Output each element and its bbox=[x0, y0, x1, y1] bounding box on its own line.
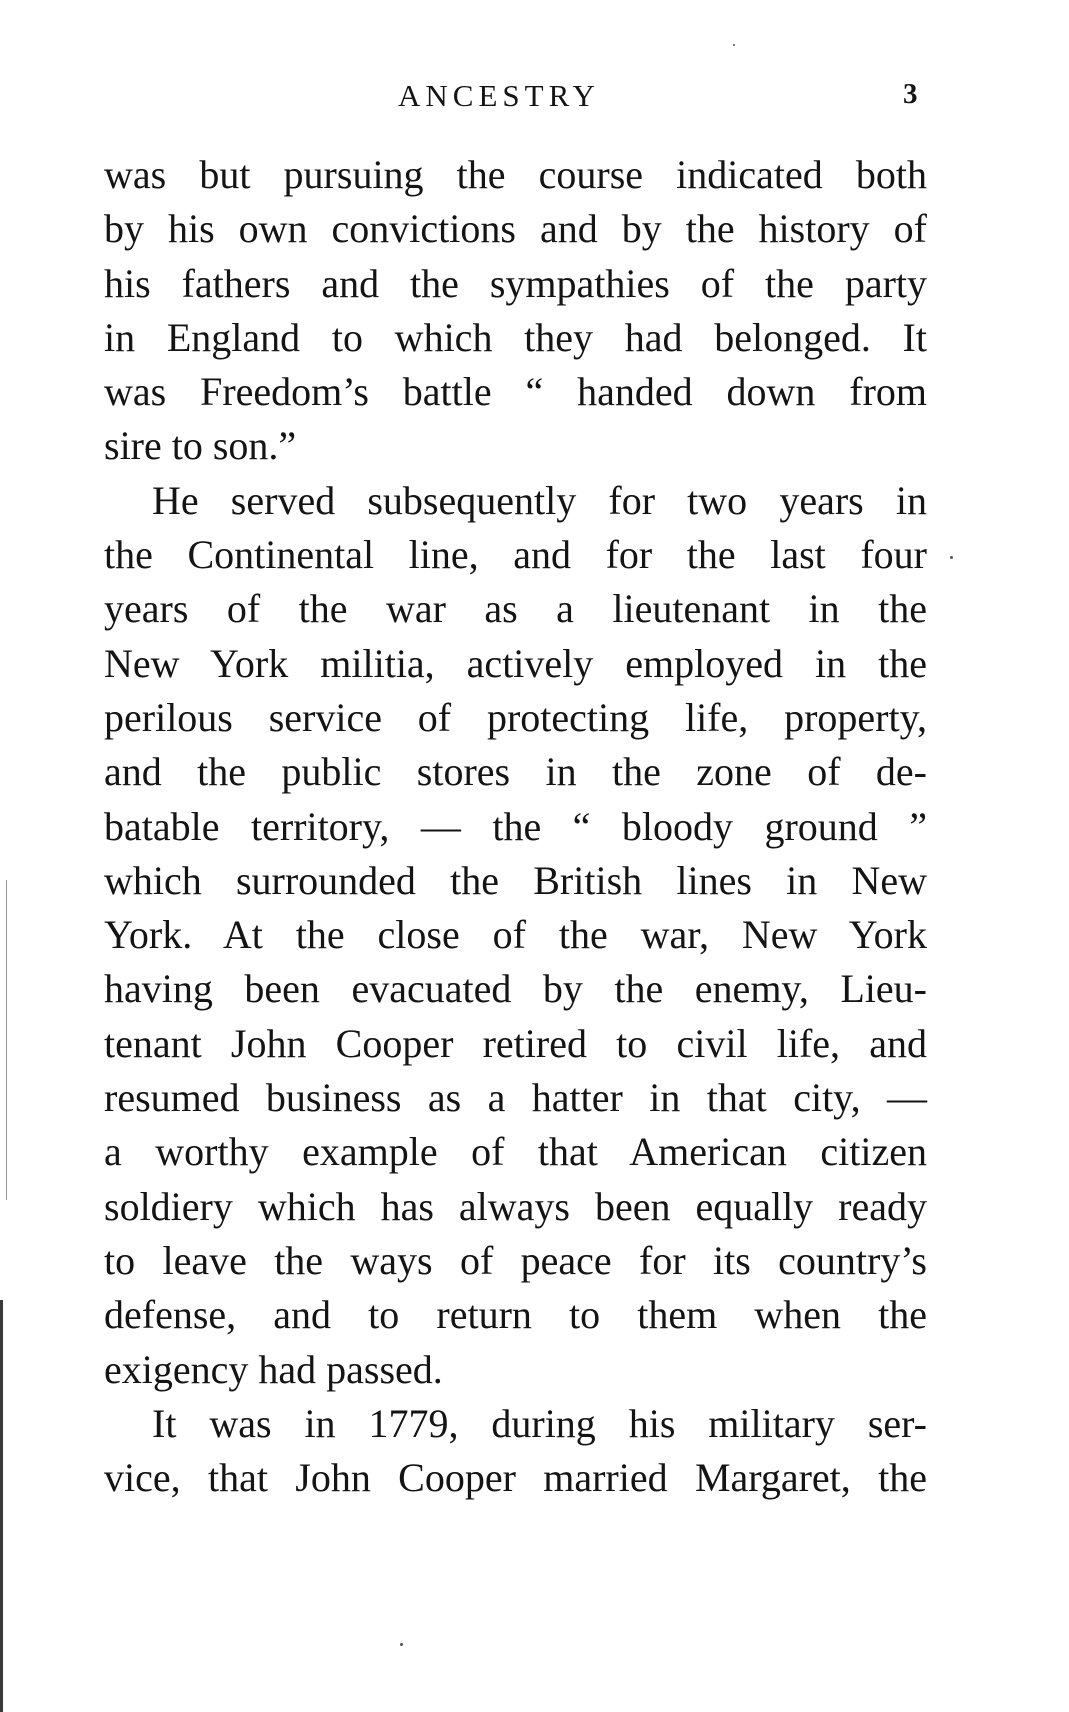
text-line: years of the war as a lieutenant in the bbox=[104, 586, 927, 632]
text-line: in England to which they had belonged. It bbox=[104, 314, 927, 360]
text-line: to leave the ways of peace for its country’s bbox=[104, 1237, 927, 1283]
text-line: New York militia, actively employed in the bbox=[104, 640, 927, 686]
text-line: his fathers and the sympathies of the party bbox=[104, 260, 927, 306]
text-line: He served subsequently for two years in bbox=[152, 477, 927, 523]
text-line: tenant John Cooper retired to civil life, and bbox=[104, 1020, 927, 1066]
page-number: 3 bbox=[903, 78, 918, 110]
text-line: batable territory, — the “ bloody ground ” bbox=[104, 803, 927, 849]
text-line: was Freedom’s battle “ handed down from bbox=[104, 369, 927, 415]
scan-speck bbox=[400, 1643, 403, 1646]
text-line: York. At the close of the war, New York bbox=[104, 912, 927, 958]
text-line: sire to son.” bbox=[104, 423, 297, 469]
text-line: perilous service of protecting life, property, bbox=[104, 694, 927, 740]
text-line: vice, that John Cooper married Margaret, the bbox=[104, 1455, 927, 1501]
scan-speck bbox=[733, 44, 735, 46]
page-header bbox=[0, 78, 1069, 118]
text-line: by his own convictions and by the history of bbox=[104, 206, 927, 252]
scan-speck bbox=[950, 556, 953, 559]
text-line: and the public stores in the zone of de- bbox=[104, 749, 927, 795]
text-line: having been evacuated by the enemy, Lieu- bbox=[104, 966, 927, 1012]
text-line: exigency had passed. bbox=[104, 1346, 443, 1392]
text-line: soldiery which has always been equally ready bbox=[104, 1183, 927, 1229]
text-line: a worthy example of that American citizen bbox=[104, 1129, 927, 1175]
text-line: which surrounded the British lines in New bbox=[104, 857, 927, 903]
text-line: was but pursuing the course indicated both bbox=[104, 152, 927, 197]
scan-gutter-shadow bbox=[0, 1300, 3, 1712]
running-title: ANCESTRY bbox=[398, 78, 600, 113]
scan-gutter-marks bbox=[6, 880, 7, 1200]
text-line: the Continental line, and for the last four bbox=[104, 532, 927, 578]
text-line: It was in 1779, during his military ser- bbox=[152, 1400, 927, 1446]
body-text bbox=[104, 148, 927, 1505]
text-line: resumed business as a hatter in that city, — bbox=[104, 1075, 927, 1121]
text-line: defense, and to return to them when the bbox=[104, 1292, 927, 1338]
